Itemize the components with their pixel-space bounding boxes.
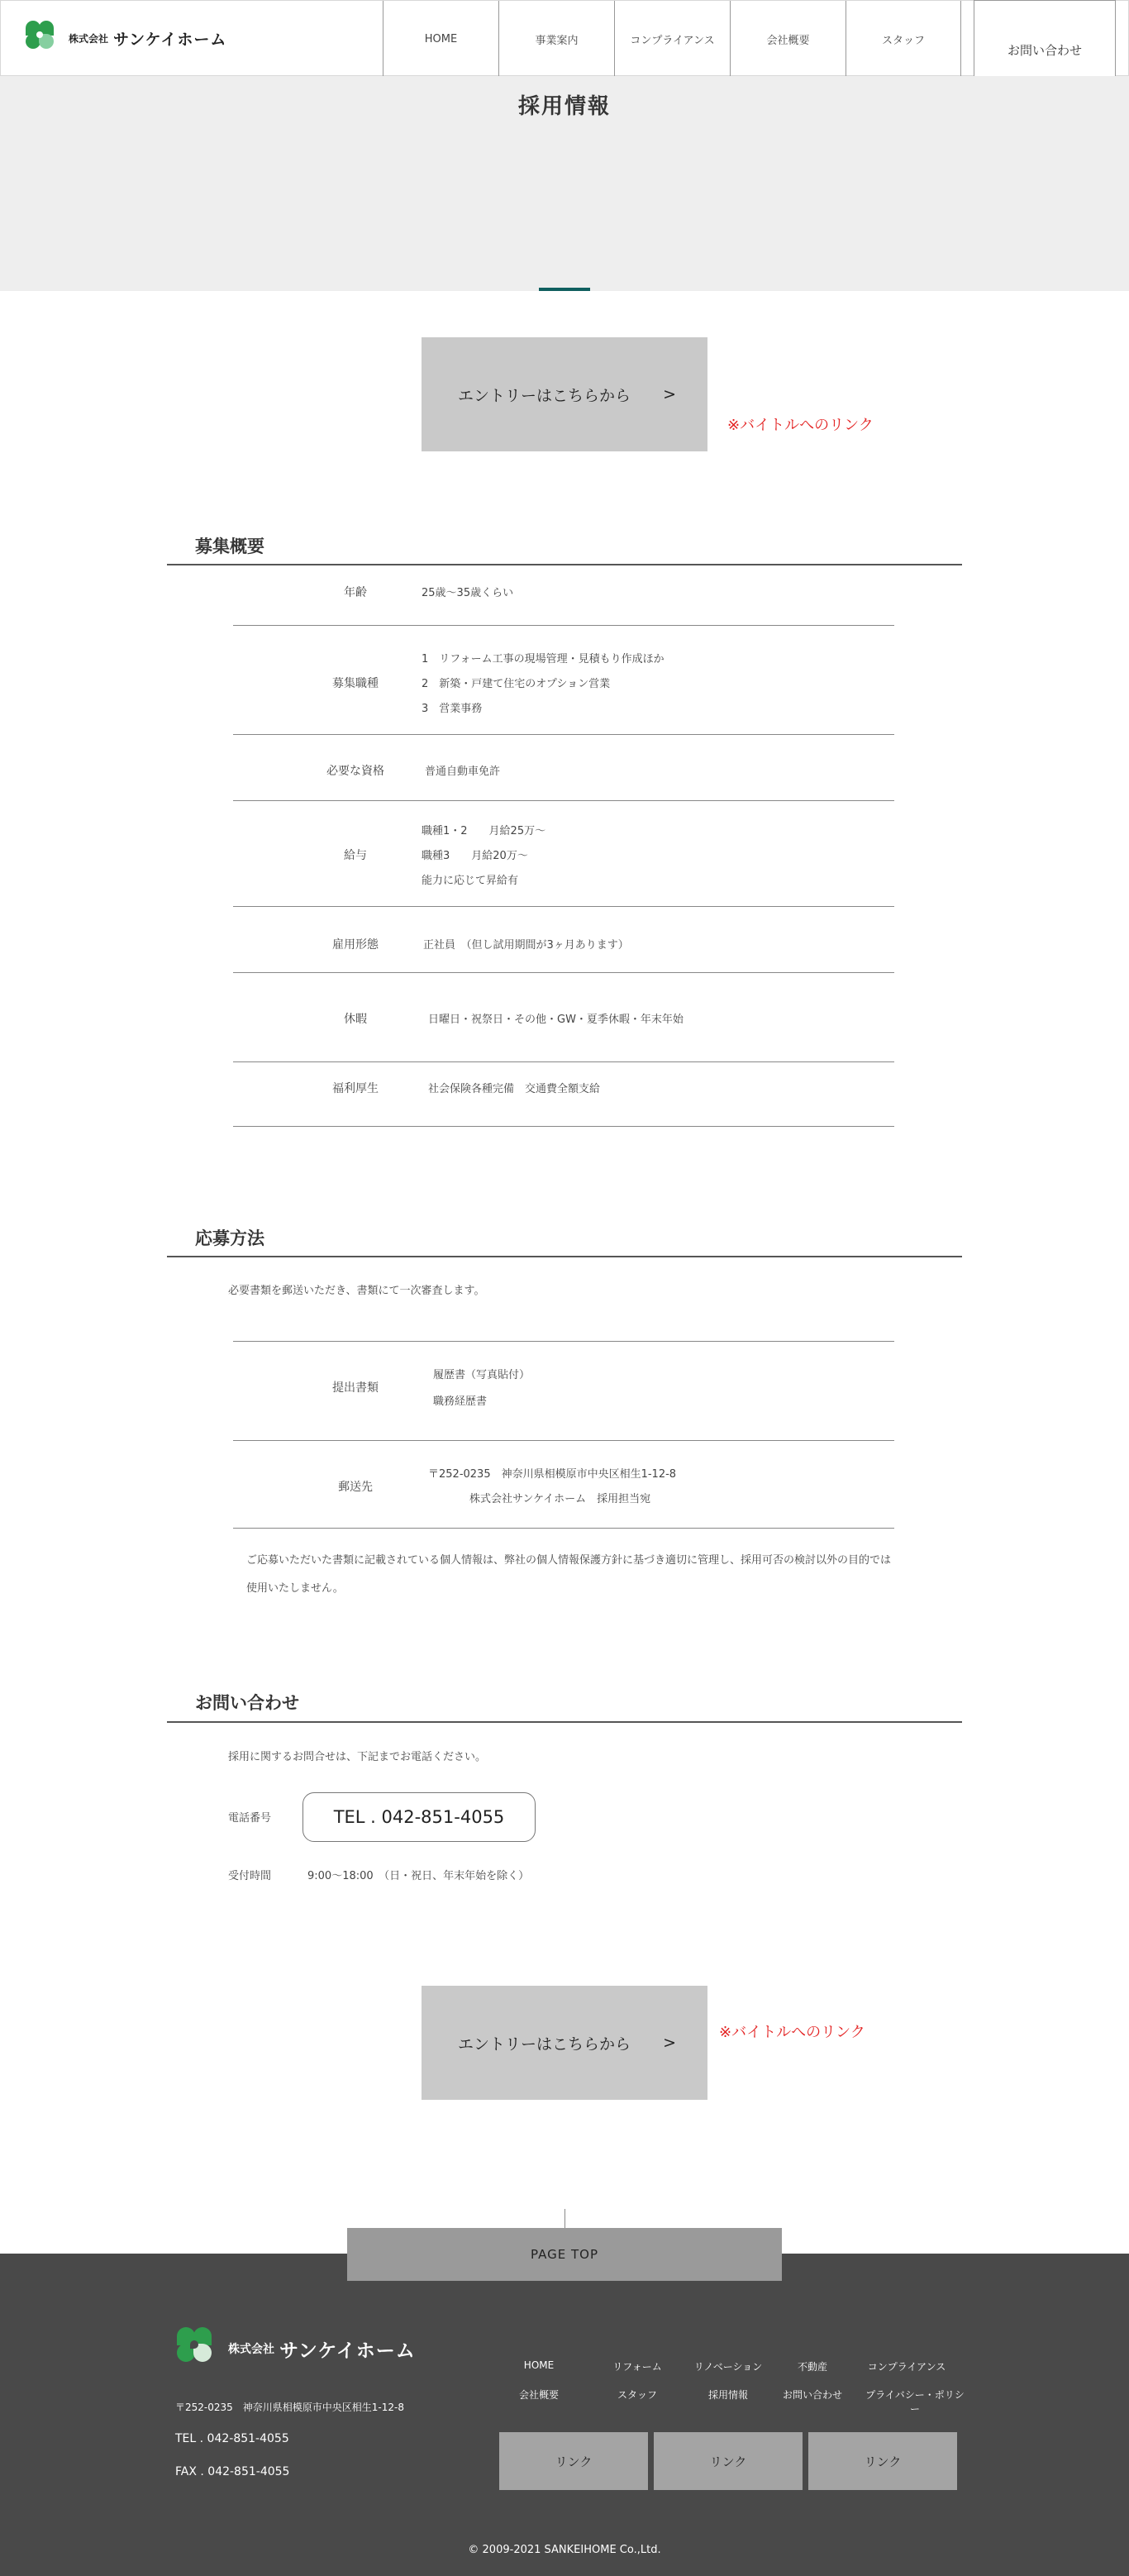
row-label-mail-to: 郵送先 (338, 1481, 373, 1494)
entry-button[interactable] (422, 337, 707, 451)
entry-button-label: エントリーはこちらから (458, 386, 631, 405)
footer-link-button-2[interactable]: リンク (654, 2432, 803, 2490)
arrow-right-icon: > (663, 2034, 676, 2052)
entry-button-label: エントリーはこちらから (458, 2035, 631, 2054)
footer-link-button-1[interactable]: リンク (499, 2432, 648, 2490)
row-divider (233, 1341, 894, 1342)
row-label-welfare: 福利厚生 (332, 1082, 379, 1095)
row-divider (233, 1528, 894, 1529)
row-label-job: 募集職種 (332, 677, 379, 690)
page-title: 採用情報 (517, 94, 611, 119)
hours-value: 9:00～18:00 （日・祝日、年末年始を除く） (307, 1870, 530, 1882)
nav-staff[interactable]: スタッフ (846, 1, 961, 77)
clover-logo-icon (175, 2326, 222, 2372)
row-divider (233, 972, 894, 973)
recruit-section-title: 募集概要 (195, 537, 264, 556)
page-top-button[interactable]: PAGE TOP (347, 2228, 782, 2281)
nav-business[interactable]: 事業案内 (498, 1, 614, 77)
footer-nav-compliance[interactable]: コンプライアンス (867, 2361, 946, 2373)
privacy-note-1: ご応募いただいた書類に記載されている個人情報は、弊社の個人情報保護方針に基づき適切に管理し、採用可否の検討以外の目的では (246, 1554, 892, 1567)
row-label-age: 年齢 (344, 586, 367, 599)
row-value-age: 25歳～35歳くらい (422, 587, 514, 599)
row-label-documents: 提出書類 (332, 1381, 379, 1395)
apply-section-title: 応募方法 (195, 1228, 264, 1248)
entry-note-bottom: ※バイトルへのリンク (719, 2024, 865, 2041)
site-logo[interactable] (24, 19, 226, 57)
logo-company-type: 株式会社 (69, 32, 109, 45)
footer-nav-privacy[interactable]: プライバシー・ポリシー (865, 2389, 965, 2415)
site-header (0, 0, 1129, 76)
logo-company-name: サンケイホーム (279, 2340, 416, 2362)
footer-nav-realestate[interactable]: 不動産 (797, 2361, 827, 2373)
row-divider (233, 800, 894, 801)
apply-lead-text: 必要書類を郵送いただき、書類にて一次審査します。 (228, 1285, 485, 1297)
row-value-salary-2: 職種3 月給20万～ (422, 850, 528, 862)
footer-address: 〒252-0235 神奈川県相模原市中央区相生1-12-8 (175, 2402, 404, 2413)
copyright: © 2009-2021 SANKEIHOME Co.,Ltd. (468, 2544, 661, 2556)
row-value-welfare: 社会保険各種完備 交通費全額支給 (428, 1083, 601, 1095)
nav-home[interactable]: HOME (383, 1, 498, 77)
row-value-mail-to-1: 〒252-0235 神奈川県相模原市中央区相生1-12-8 (428, 1468, 677, 1481)
logo-company-name: サンケイホーム (113, 30, 227, 49)
footer-nav-reform[interactable]: リフォーム (612, 2361, 662, 2373)
row-divider (233, 1126, 894, 1127)
contact-button[interactable]: お問い合わせ (974, 0, 1116, 99)
row-divider (233, 1440, 894, 1441)
row-value-mail-to-2: 株式会社サンケイホーム 採用担当宛 (469, 1493, 651, 1505)
row-value-employment: 正社員 （但し試用期間が3ヶ月あります） (423, 939, 629, 952)
logo-company-type: 株式会社 (228, 2343, 274, 2356)
nav-company[interactable]: 会社概要 (730, 1, 846, 77)
row-divider (233, 906, 894, 907)
row-value-job-3: 3 営業事務 (422, 703, 483, 715)
section-divider (167, 1256, 962, 1257)
footer-nav-renovation[interactable]: リノベーション (693, 2361, 763, 2373)
footer-tel: TEL . 042-851-4055 (175, 2432, 289, 2445)
footer-nav-recruit[interactable]: 採用情報 (707, 2389, 748, 2401)
tel-label: 電話番号 (228, 1812, 272, 1825)
row-label-holiday: 休暇 (344, 1013, 367, 1026)
title-accent-bar (539, 288, 590, 291)
privacy-note-2: 使用いたしません。 (246, 1582, 344, 1595)
tel-button[interactable]: TEL . 042-851-4055 (302, 1792, 536, 1842)
footer-nav-company[interactable]: 会社概要 (518, 2389, 559, 2401)
footer-link-button-3[interactable]: リンク (808, 2432, 957, 2490)
row-value-holiday: 日曜日・祝祭日・その他・GW・夏季休暇・年末年始 (428, 1014, 684, 1026)
row-value-job-2: 2 新築・戸建て住宅のオプション営業 (422, 678, 611, 690)
row-value-qualification: 普通自動車免許 (425, 766, 501, 778)
inquiry-lead-text: 採用に関するお問合せは、下記までお電話ください。 (228, 1751, 487, 1763)
row-divider (233, 625, 894, 626)
entry-button-bottom[interactable] (422, 1986, 707, 2100)
row-value-job-1: 1 リフォーム工事の現場管理・見積もり作成ほか (422, 653, 665, 665)
global-nav (383, 1, 961, 77)
entry-note: ※バイトルへのリンク (727, 417, 874, 434)
footer-nav-home[interactable]: HOME (523, 2359, 555, 2371)
row-value-salary-3: 能力に応じて昇給有 (422, 875, 519, 887)
footer-logo[interactable] (175, 2326, 416, 2372)
footer-nav-contact[interactable]: お問い合わせ (782, 2389, 842, 2401)
footer-nav-staff[interactable]: スタッフ (617, 2389, 657, 2401)
arrow-right-icon: > (663, 385, 676, 403)
row-label-salary: 給与 (344, 849, 367, 862)
inquiry-section-title: お問い合わせ (195, 1693, 299, 1713)
clover-logo-icon (24, 19, 62, 57)
section-divider (167, 1721, 962, 1723)
page-top-line (564, 2209, 565, 2229)
hours-label: 受付時間 (228, 1870, 272, 1882)
row-divider (233, 734, 894, 735)
row-divider (233, 1061, 894, 1062)
nav-compliance[interactable]: コンプライアンス (614, 1, 730, 77)
row-value-salary-1: 職種1・2 月給25万～ (422, 825, 546, 837)
section-divider (167, 564, 962, 565)
row-value-documents-1: 履歴書（写真貼付） (433, 1369, 531, 1381)
row-label-qualification: 必要な資格 (326, 765, 384, 778)
row-label-employment: 雇用形態 (332, 938, 379, 952)
row-value-documents-2: 職務経歴書 (433, 1395, 488, 1408)
footer-fax: FAX . 042-851-4055 (175, 2465, 290, 2478)
